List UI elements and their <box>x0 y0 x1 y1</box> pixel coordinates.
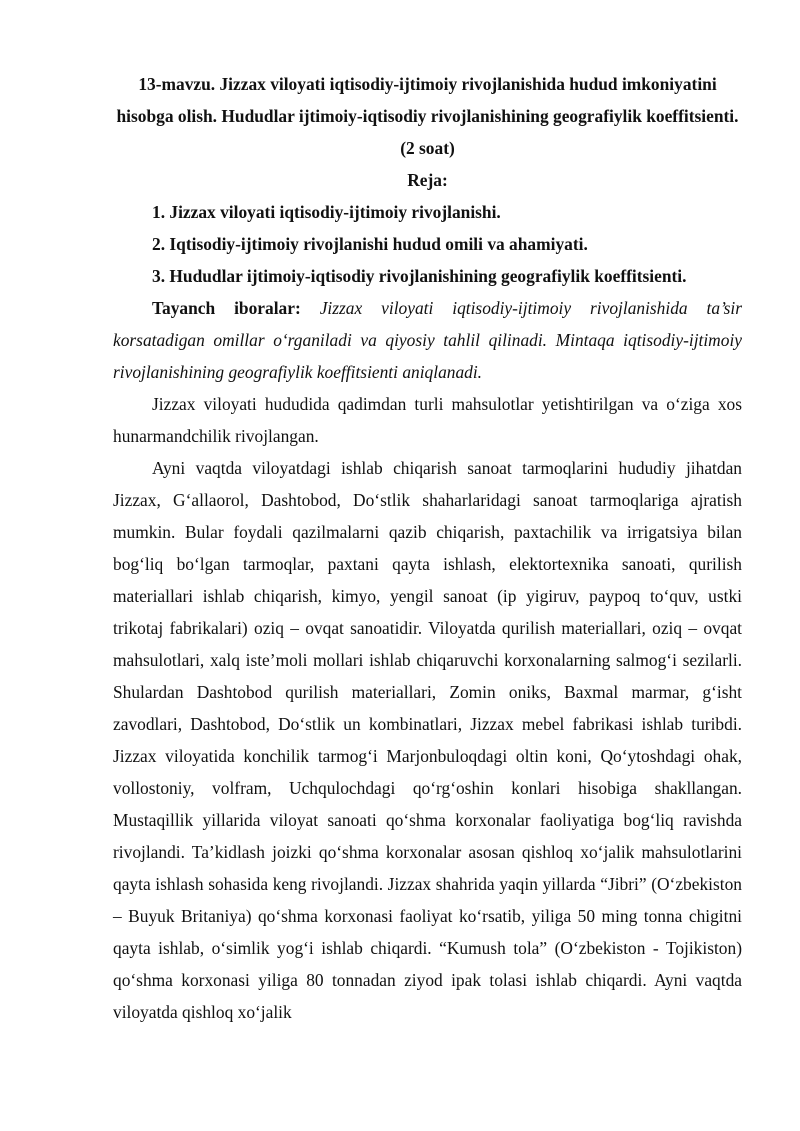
body-paragraph: Jizzax viloyati hududida qadimdan turli mahsulotlar yetishtirilgan va o‘ziga xos hunarmandchilik rivojlangan. <box>113 394 742 446</box>
plan-heading: Reja: <box>407 170 448 190</box>
keywords-paragraph <box>113 292 742 388</box>
document-title: 13-mavzu. Jizzax viloyati iqtisodiy-ijtimoiy rivojlanishida hudud imkoniyatini hisobga olish. Hududlar ijtimoiy-iqtisodiy rivojlanishining geografiylik koeffitsienti. (2 soat) <box>116 74 739 158</box>
document-page <box>113 68 742 1028</box>
plan-item: 2. Iqtisodiy-ijtimoiy rivojlanishi hudud omili va ahamiyati. <box>152 234 588 254</box>
body-paragraph: Ayni vaqtda viloyatdagi ishlab chiqarish sanoat tarmoqlarini hududiy jihatdan Jizzax, G‘allaorol, Dashtobod, Do‘stlik shaharlaridagi sanoat tarmoqlariga ajratish mumkin. Bular foydali qazilmalarni qazib chiqarish, paxtachilik va irrigatsiya bilan bog‘liq bo‘lgan tarmoqlar, paxtani qayta ishlash, elektortexnika sanoati, qurilish materiallari ishlab chiqarish, kimyo, yengil sanoat (ip yigiruv, paypoq to‘quv, ustki trikotaj fabrikalari) oziq – ovqat sanoatidir. Viloyatda qurilish materiallari, oziq – ovqat mahsulotlari, xalq iste’moli mollari ishlab chiqaruvchi korxonalarning salmog‘i sezilarli. Shulardan Dashtobod qurilish materiallari, Zomin oniks, Baxmal marmar, g‘isht zavodlari, Dashtobod, Do‘stlik un kombinatlari, Jizzax mebel fabrikasi ishlab turibdi. Jizzax viloyatida konchilik tarmog‘i Marjonbuloqdagi oltin koni, Qo‘ytoshdagi ohak, vollostoniy, volfram, Uchqulochdagi qo‘rg‘oshin konlari hisobiga shakllangan. Mustaqillik yillarida viloyat sanoati qo‘shma korxonalar faoliyatiga bog‘liq ravishda rivojlandi. Ta’kidlash joizki qo‘shma korxonalar asosan qishloq xo‘jalik mahsulotlarini qayta ishlash sohasida keng rivojlandi. Jizzax shahrida yaqin yillarda “Jibri” (O‘zbekiston – Buyuk Britaniya) qo‘shma korxonasi faoliyat ko‘rsatib, yiliga 50 ming tonna chigitni qayta ishlab, o‘simlik yog‘i ishlab chiqardi. “Kumush tola” (O‘zbekiston - Tojikiston) qo‘shma korxonasi yiliga 80 tonnadan ziyod ipak tolasi ishlab chiqardi. Ayni vaqtda viloyatda qishloq xo‘jalik <box>113 458 742 1022</box>
keywords-text: Jizzax viloyati iqtisodiy-ijtimoiy rivojlanishida ta’sir korsatadigan omillar o‘rganiladi va qiyosiy tahlil qilinadi. Mintaqa iqtisodiy-ijtimoiy rivojlanishining geografiylik koeffitsienti aniqlanadi. <box>113 298 742 382</box>
plan-list <box>113 196 742 292</box>
plan-item: 1. Jizzax viloyati iqtisodiy-ijtimoiy rivojlanishi. <box>152 202 501 222</box>
plan-item: 3. Hududlar ijtimoiy-iqtisodiy rivojlanishining geografiylik koeffitsienti. <box>152 266 687 286</box>
keywords-label: Tayanch iboralar: <box>152 298 301 318</box>
